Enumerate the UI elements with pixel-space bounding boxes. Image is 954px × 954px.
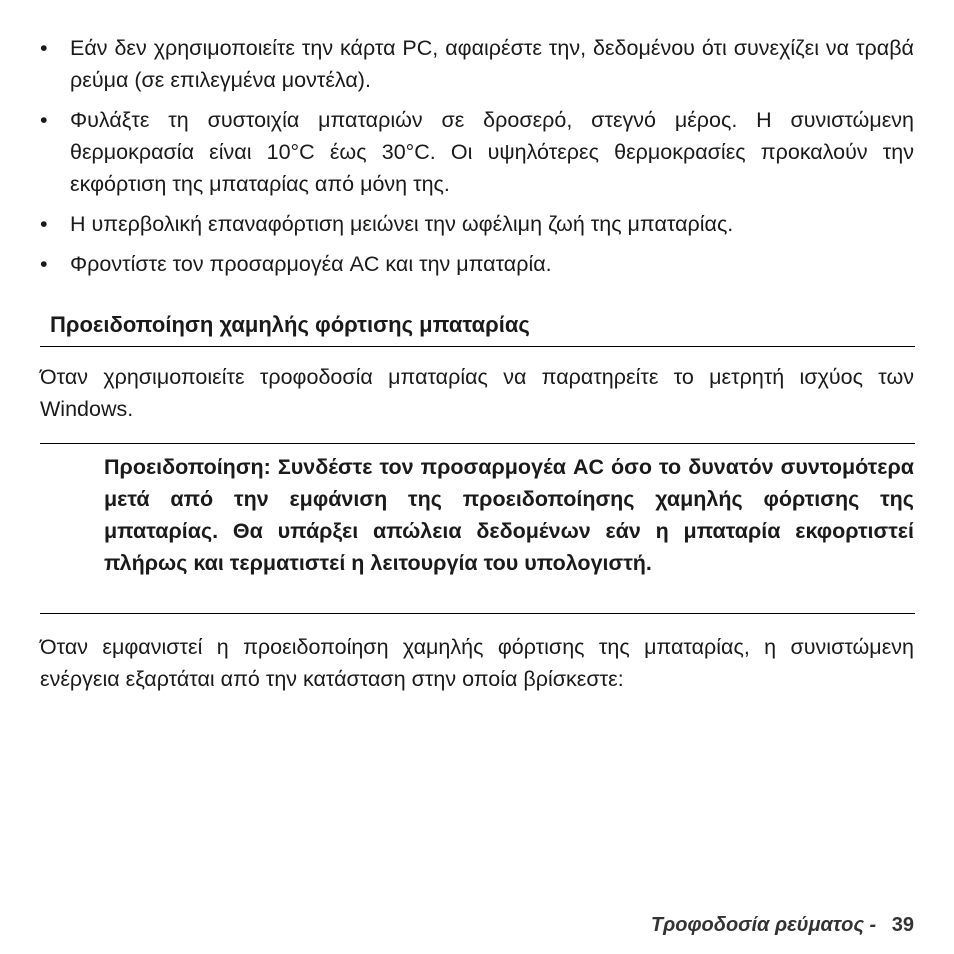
- bullet-marker: •: [40, 36, 48, 60]
- followup-paragraph: Όταν εμφανιστεί η προειδοποίηση χαμηλής φόρτισης της μπαταρίας, η συνιστώμενη ενέργεια εξαρτάται από την κατάσταση στην οποία βρίσκεστε:: [40, 635, 914, 691]
- page-footer: [651, 914, 914, 937]
- heading-divider: [40, 346, 915, 347]
- bullet-marker: •: [40, 108, 48, 132]
- list-item-text: Η υπερβολική επαναφόρτιση μειώνει την ωφέλιμη ζωή της μπαταρίας.: [70, 212, 734, 236]
- intro-paragraph: Όταν χρησιμοποιείτε τροφοδοσία μπαταρίας να παρατηρείτε το μετρητή ισχύος των Windows.: [40, 365, 914, 421]
- bullet-marker: •: [40, 212, 48, 236]
- section-heading: Προειδοποίηση χαμηλής φόρτισης μπαταρίας: [50, 312, 530, 337]
- list-item: [40, 32, 914, 96]
- list-item: [40, 208, 914, 240]
- list-item: [40, 104, 914, 200]
- bullet-list: [40, 32, 914, 288]
- page-number: 39: [891, 914, 914, 936]
- bullet-marker: •: [40, 252, 48, 276]
- warning-bottom-divider: [40, 613, 915, 614]
- list-item-text: Φυλάξτε τη συστοιχία μπαταριών σε δροσερό, στεγνό μέρος. Η συνιστώμενη θερμοκρασία είναι 10°C έως 30°C. Οι υψηλότερες θερμοκρασίες προκαλούν την εκφόρτιση της μπαταρίας από μόνη της.: [70, 108, 914, 196]
- warning-top-divider: [40, 443, 915, 444]
- footer-chapter-title: Τροφοδοσία ρεύματος -: [650, 914, 877, 936]
- warning-note: Προειδοποίηση: Συνδέστε τον προσαρμογέα AC όσο το δυνατόν συντομότερα μετά από την εμφάνιση της προειδοποίησης χαμηλής φόρτισης της μπαταρίας. Θα υπάρξει απώλεια δεδομένων εάν η μπαταρία εκφορτιστεί πλήρως και τερματιστεί η λειτουργία του υπολογιστή.: [104, 455, 914, 575]
- list-item-text: Φροντίστε τον προσαρμογέα AC και την μπαταρία.: [70, 252, 552, 276]
- list-item: [40, 248, 914, 280]
- list-item-text: Εάν δεν χρησιμοποιείτε την κάρτα PC, αφαιρέστε την, δεδομένου ότι συνεχίζει να τραβά ρεύμα (σε επιλεγμένα μοντέλα).: [70, 36, 914, 92]
